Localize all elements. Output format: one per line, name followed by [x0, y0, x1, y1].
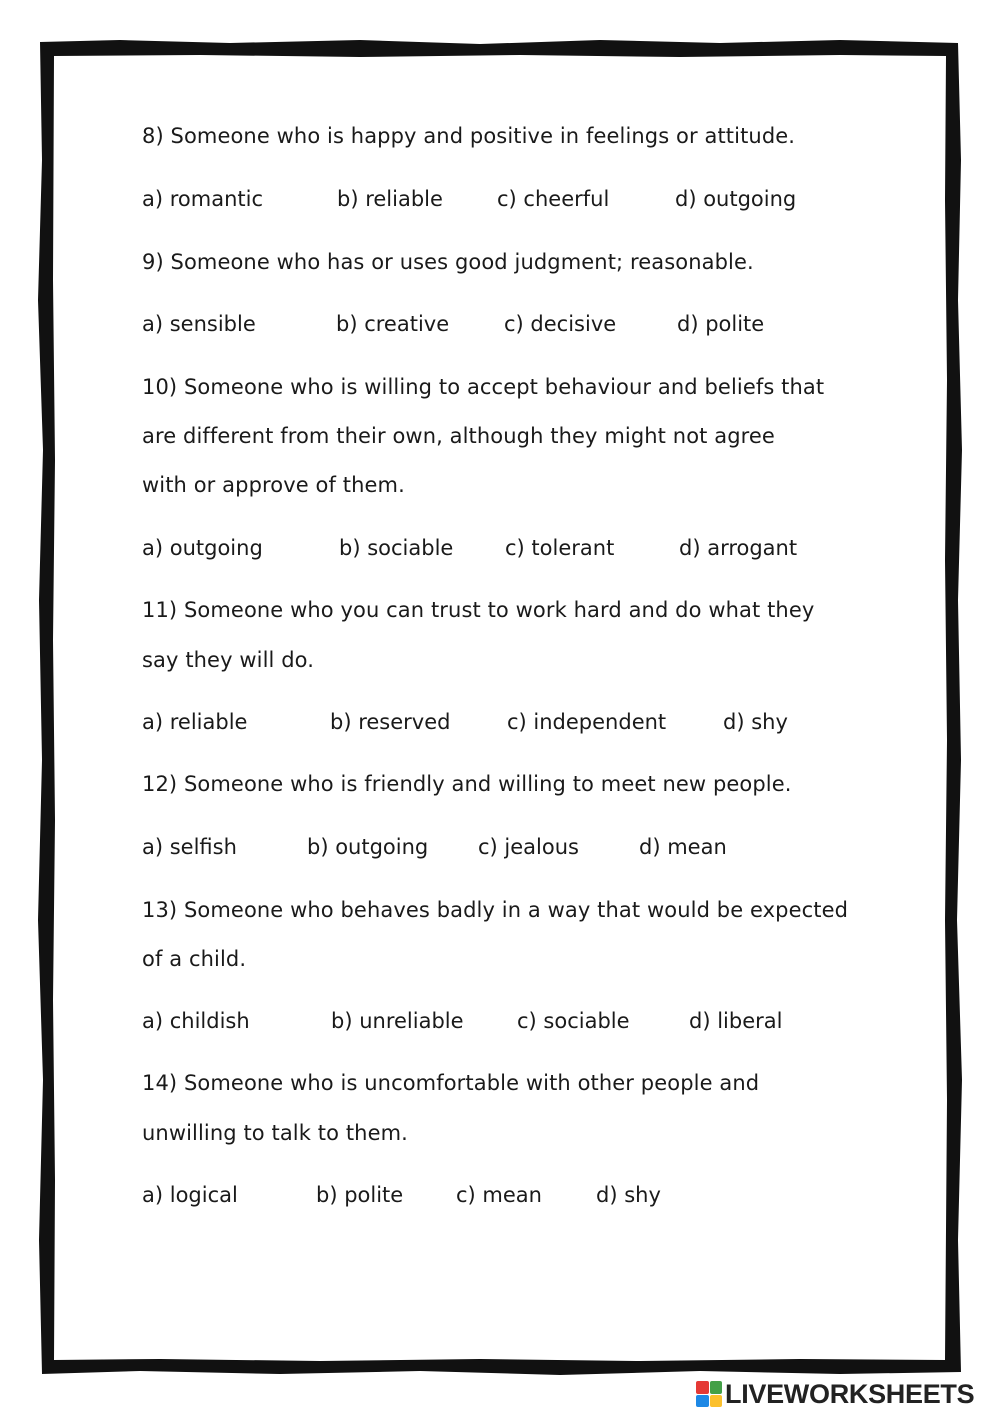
question-13-option-a: a) childish	[142, 1009, 250, 1033]
question-12-option-c: c) jealous	[478, 835, 579, 859]
liveworksheets-badge-icon	[696, 1381, 722, 1407]
question-12-option-a: a) selfish	[142, 835, 237, 859]
question-12-option-d: d) mean	[639, 835, 727, 859]
question-8-text: 8) Someone who is happy and positive in feelings or attitude.	[142, 124, 796, 148]
question-10-option-c: c) tolerant	[505, 536, 615, 560]
question-9-option-b: b) creative	[336, 312, 450, 336]
question-10-option-d: d) arrogant	[679, 536, 798, 560]
question-10-option-b: b) sociable	[339, 536, 454, 560]
badge-square-3	[696, 1395, 709, 1408]
liveworksheets-logo	[696, 1378, 974, 1410]
badge-square-2	[710, 1381, 723, 1394]
question-13-option-b: b) unreliable	[331, 1009, 464, 1033]
question-10-text-line-2: are different from their own, although they might not agree	[142, 424, 775, 448]
question-14-option-d: d) shy	[596, 1183, 661, 1207]
question-13-text-line-1: 13) Someone who behaves badly in a way that would be expected	[142, 898, 849, 922]
question-13-option-d: d) liberal	[689, 1009, 783, 1033]
question-14-option-a: a) logical	[142, 1183, 238, 1207]
question-10-text-line-3: with or approve of them.	[142, 473, 405, 497]
question-11-text-line-2: say they will do.	[142, 648, 315, 672]
question-11-option-d: d) shy	[723, 710, 788, 734]
question-14-option-b: b) polite	[316, 1183, 404, 1207]
question-14-option-c: c) mean	[456, 1183, 542, 1207]
question-9-text: 9) Someone who has or uses good judgment; reasonable.	[142, 250, 754, 274]
question-8-option-b: b) reliable	[337, 187, 443, 211]
question-14-text-line-1: 14) Someone who is uncomfortable with other people and	[142, 1071, 760, 1095]
liveworksheets-logo-text: LIVEWORKSHEETS	[725, 1378, 975, 1409]
question-13-option-c: c) sociable	[517, 1009, 630, 1033]
question-9-option-c: c) decisive	[504, 312, 617, 336]
question-10-option-a: a) outgoing	[142, 536, 263, 560]
question-9-option-a: a) sensible	[142, 312, 256, 336]
question-8-option-d: d) outgoing	[675, 187, 797, 211]
question-11-option-c: c) independent	[507, 710, 667, 734]
question-8-option-a: a) romantic	[142, 187, 264, 211]
badge-square-1	[696, 1381, 709, 1394]
question-12-option-b: b) outgoing	[307, 835, 429, 859]
question-11-option-a: a) reliable	[142, 710, 248, 734]
badge-square-4	[710, 1395, 723, 1408]
question-10-text-line-1: 10) Someone who is willing to accept behaviour and beliefs that	[142, 375, 825, 399]
question-11-option-b: b) reserved	[330, 710, 451, 734]
question-9-option-d: d) polite	[677, 312, 765, 336]
question-8-option-c: c) cheerful	[497, 187, 610, 211]
question-11-text-line-1: 11) Someone who you can trust to work hard and do what they	[142, 598, 815, 622]
question-14-text-line-2: unwilling to talk to them.	[142, 1121, 408, 1145]
question-12-text: 12) Someone who is friendly and willing to meet new people.	[142, 772, 792, 796]
question-13-text-line-2: of a child.	[142, 947, 247, 971]
